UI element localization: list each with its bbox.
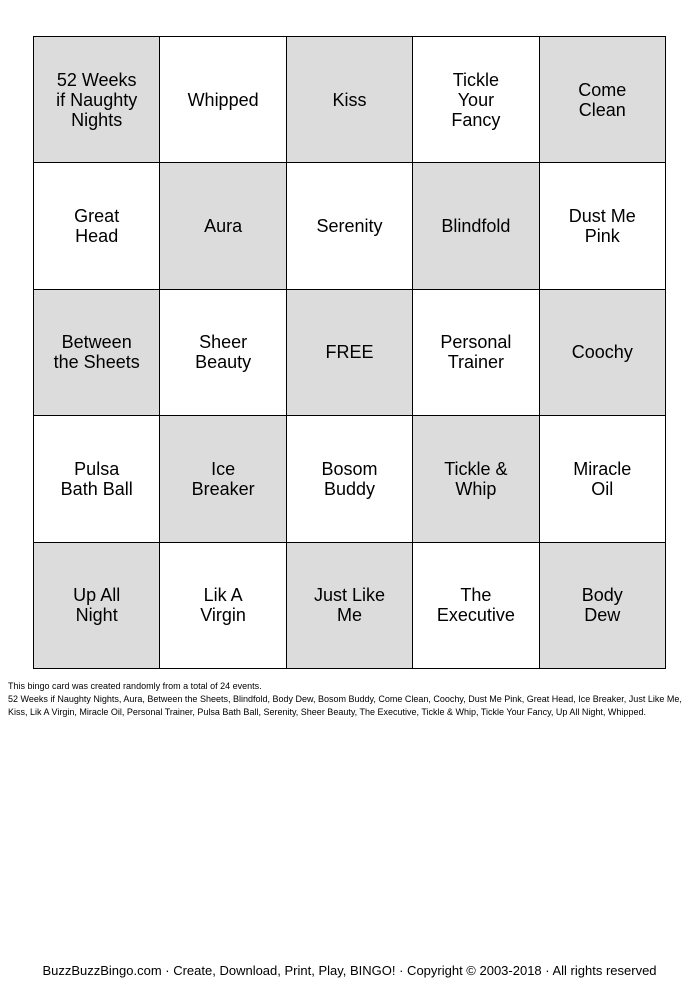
bingo-cell: Lik A Virgin (160, 543, 286, 669)
bingo-cell: Blindfold (413, 163, 539, 289)
bingo-cell: FREE (287, 290, 413, 416)
footnote-event-list: 52 Weeks if Naughty Nights, Aura, Between the Sheets, Blindfold, Body Dew, Bosom Buddy, Come Clean, Coochy, Dust Me Pink, Great Head, Ice Breaker, Just Like Me, Kiss, Lik A Virgin, Miracle Oil, Personal Trainer, Pulsa Bath Ball, Serenity, Sheer Beauty, The Executive, Tickle & Whip, Tickle Your Fancy, Up All Night, Whipped. (8, 694, 682, 717)
bingo-cell: Personal Trainer (413, 290, 539, 416)
bingo-cell: 52 Weeks if Naughty Nights (34, 37, 160, 163)
bingo-card-grid (33, 36, 666, 669)
bingo-cell: Just Like Me (287, 543, 413, 669)
bingo-cell: Great Head (34, 163, 160, 289)
bingo-cell: Sheer Beauty (160, 290, 286, 416)
bingo-cell: Ice Breaker (160, 416, 286, 542)
bingo-cell: Aura (160, 163, 286, 289)
bingo-cell: Kiss (287, 37, 413, 163)
bingo-cell: Tickle & Whip (413, 416, 539, 542)
bingo-cell: Tickle Your Fancy (413, 37, 539, 163)
bingo-cell: Coochy (540, 290, 666, 416)
page-footer: BuzzBuzzBingo.com · Create, Download, Print, Play, BINGO! · Copyright © 2003-2018 · All rights reserved (42, 963, 657, 978)
bingo-cell: The Executive (413, 543, 539, 669)
bingo-cell: Serenity (287, 163, 413, 289)
bingo-cell: Body Dew (540, 543, 666, 669)
card-footnote (8, 680, 692, 719)
bingo-cell: Between the Sheets (34, 290, 160, 416)
footnote-intro: This bingo card was created randomly from a total of 24 events. (8, 681, 262, 691)
bingo-cell: Up All Night (34, 543, 160, 669)
bingo-cell: Bosom Buddy (287, 416, 413, 542)
bingo-cell: Dust Me Pink (540, 163, 666, 289)
bingo-cell: Pulsa Bath Ball (34, 416, 160, 542)
bingo-cell: Come Clean (540, 37, 666, 163)
bingo-cell: Whipped (160, 37, 286, 163)
bingo-cell: Miracle Oil (540, 416, 666, 542)
